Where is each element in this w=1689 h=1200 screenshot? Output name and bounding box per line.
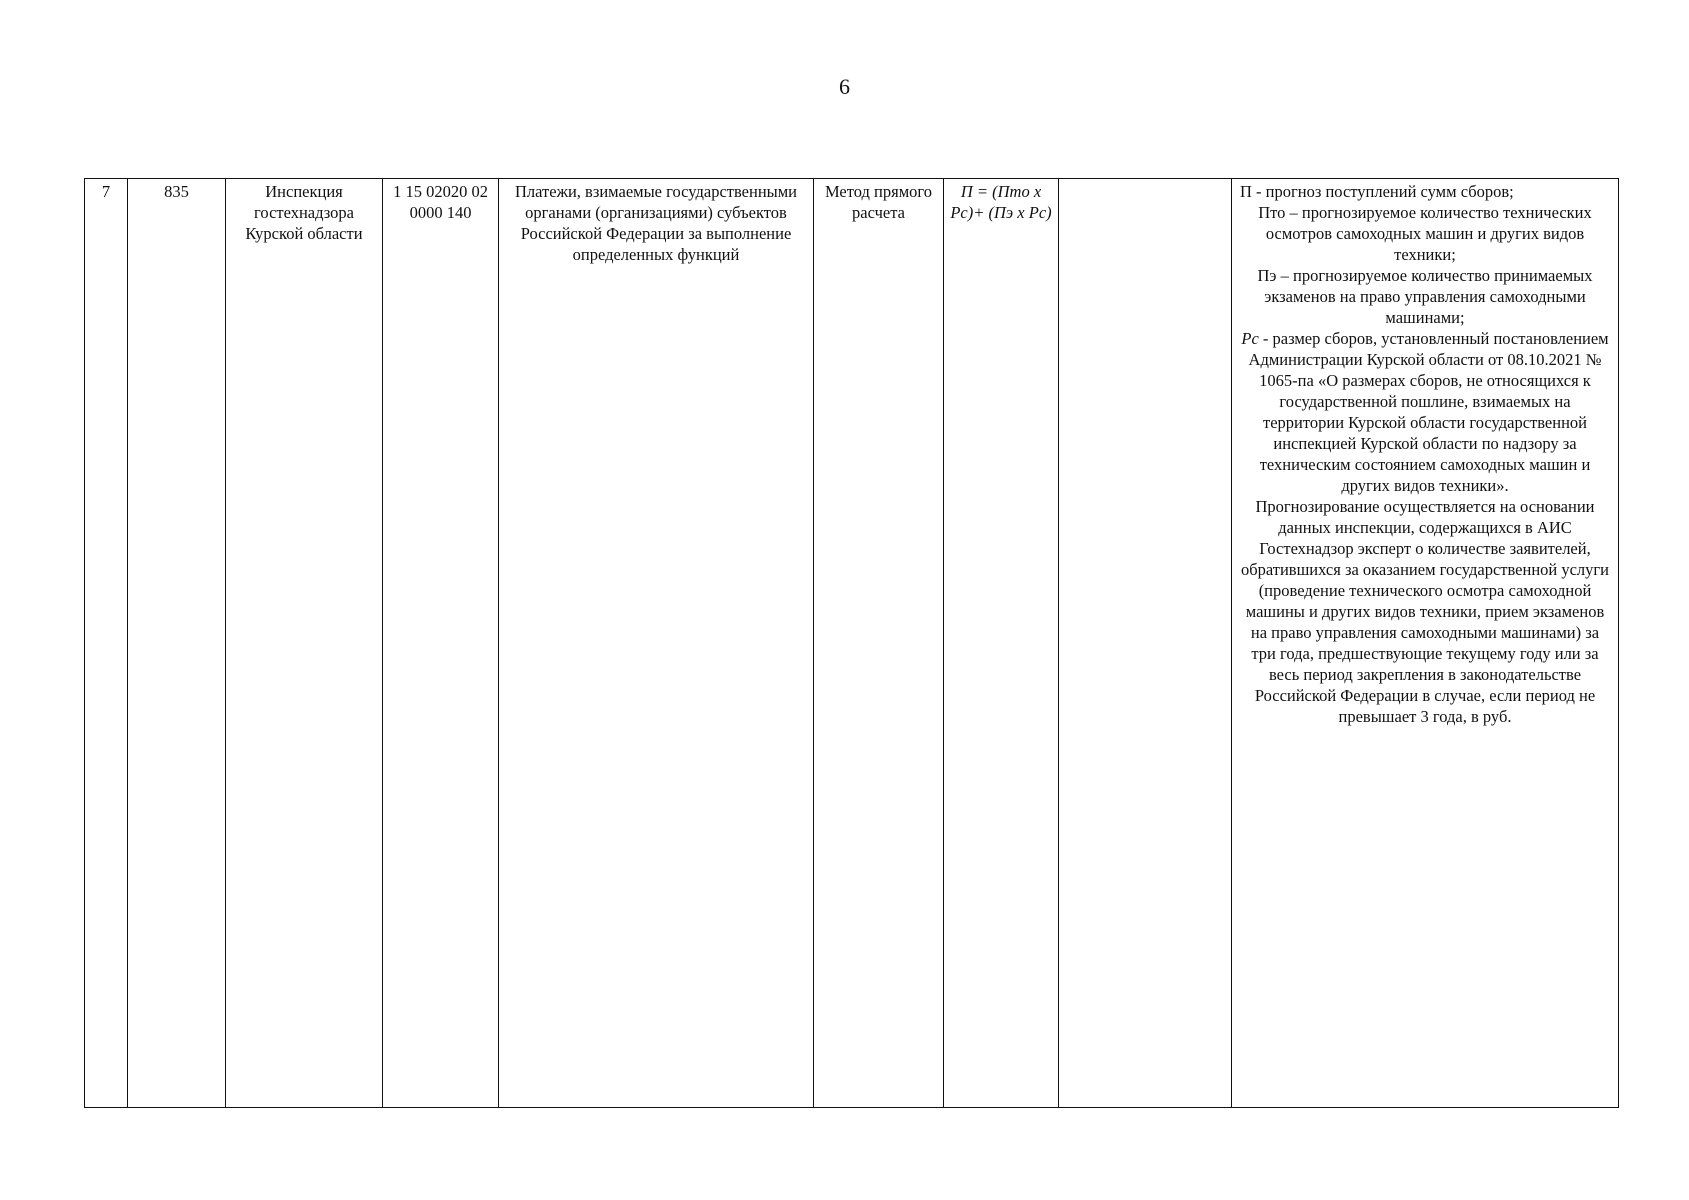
description-line-fee-size [1240,328,1610,496]
organization-cell: Инспекция гостехнадзора Курской области [226,179,383,1108]
fee-variable-text: - размер сборов, установленный постановлением Администрации Курской области от 08.10.2021 № 1065-па «О размерах сборов, не относящихся к государственной пошлине, взимаемых на территории Курской области государственной инспекцией Курской области по надзору за техническим состоянием самоходных машин и других видов техники». [1248,329,1609,495]
method-cell: Метод прямого расчета [814,179,944,1108]
description-line-inspections: Пто – прогнозируемое количество технических осмотров самоходных машин и других видов техники; [1258,203,1592,264]
income-name-cell: Платежи, взимаемые государственными органами (организациями) субъектов Российской Федерации за выполнение определенных функций [499,179,814,1108]
description-line-method-note: Прогнозирование осуществляется на основании данных инспекции, содержащихся в АИС Гостехнадзор эксперт о количестве заявителей, обратившихся за оказанием государственной услуги (проведение технического осмотра самоходной машины и других видов техники, прием экзаменов на право управления самоходными машинами) за три года, предшествующие текущему году или за весь период закрепления в законодательстве Российской Федерации в случае, если период не превышает 3 года, в руб. [1240,497,1610,726]
fee-variable: Рс [1241,329,1259,348]
page-number: 6 [839,74,850,99]
admin-code-cell: 835 [128,179,226,1108]
revenue-forecast-table [84,178,1619,1108]
description-line-exams: Пэ – прогнозируемое количество принимаемых экзаменов на право управления самоходными машинами; [1257,266,1593,327]
formula-cell: П = (Пто x Рс)+ (Пэ x Рс) [944,179,1059,1108]
empty-cell [1059,179,1232,1108]
description-cell [1232,179,1619,1108]
row-number-cell: 7 [85,179,128,1108]
kbk-code-cell: 1 15 02020 02 0000 140 [383,179,499,1108]
description-line-forecast: П - прогноз поступлений сумм сборов; [1240,182,1514,201]
table-row [85,179,1619,1108]
